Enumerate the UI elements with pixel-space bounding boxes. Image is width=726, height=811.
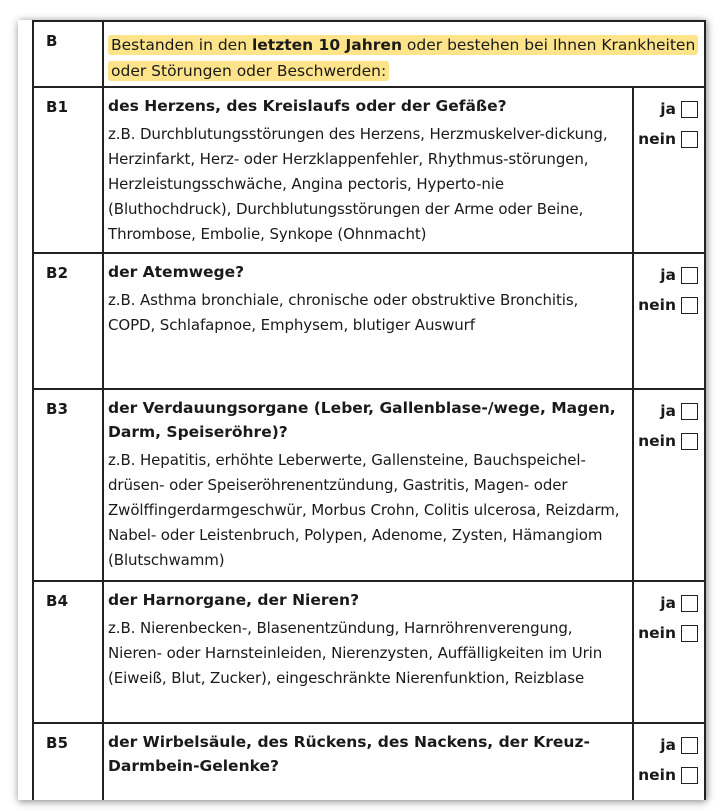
no-checkbox[interactable] [681, 625, 698, 642]
question-title: der Atemwege? [108, 263, 245, 281]
yes-checkbox[interactable] [681, 403, 698, 420]
column-divider [704, 390, 706, 582]
form-page [18, 20, 706, 800]
option-yes[interactable] [634, 588, 698, 618]
answer-options [634, 588, 698, 648]
column-divider [102, 22, 104, 88]
option-yes-label: ja [660, 100, 676, 118]
column-divider [32, 88, 34, 254]
column-divider [102, 254, 104, 390]
section-intro [108, 32, 698, 84]
question-code: B2 [46, 264, 69, 282]
column-divider [704, 724, 706, 800]
answer-options [634, 730, 698, 790]
question-content [108, 254, 623, 338]
column-divider [32, 254, 34, 390]
option-yes-label: ja [660, 736, 676, 754]
question-content [108, 724, 623, 778]
column-divider [704, 88, 706, 254]
column-divider [704, 582, 706, 724]
option-yes-label: ja [660, 402, 676, 420]
column-divider [102, 390, 104, 582]
question-title: der Verdauungsorgane (Leber, Gallenblase-/wege, Magen, Darm, Speiseröhre)? [108, 399, 616, 441]
question-description: z.B. Asthma bronchiale, chronische oder obstruktive Bronchitis, COPD, Schlafapnoe, Emphysem, blutiger Auswurf [108, 291, 579, 334]
question-code: B4 [46, 592, 69, 610]
option-yes[interactable] [634, 260, 698, 290]
intro-text-bold: letzten 10 Jahren [251, 36, 402, 54]
no-checkbox[interactable] [681, 297, 698, 314]
answer-options [634, 260, 698, 320]
column-divider [704, 254, 706, 390]
intro-text-pre: Bestanden in den [111, 36, 252, 54]
no-checkbox[interactable] [681, 433, 698, 450]
question-row-b4 [32, 580, 706, 724]
option-no-label: nein [638, 296, 676, 314]
question-title: der Wirbelsäule, des Rückens, des Nackens, der Kreuz-Darmbein-Gelenke? [108, 733, 590, 775]
column-divider [102, 724, 104, 800]
option-no-label: nein [638, 130, 676, 148]
option-yes[interactable] [634, 94, 698, 124]
question-description: z.B. Durchblutungsstörungen des Herzens, Herzmuskelver-dickung, Herzinfarkt, Herz- oder Herzklappenfehler, Rhythmus-störungen, Herzleistungsschwäche, Angina pectoris, Hyperto-nie (Bluthochdruck), Durchblutungsstörungen der Arme oder Beine, Thrombose, Embolie, Synkope (Ohnmacht) [108, 125, 608, 243]
section-code: B [46, 32, 58, 50]
option-no-label: nein [638, 766, 676, 784]
option-yes[interactable] [634, 396, 698, 426]
question-row-b1 [32, 86, 706, 254]
column-divider [102, 582, 104, 724]
yes-checkbox[interactable] [681, 267, 698, 284]
option-no[interactable] [634, 760, 698, 790]
question-content [108, 582, 623, 691]
yes-checkbox[interactable] [681, 101, 698, 118]
answer-options [634, 94, 698, 154]
column-divider [32, 390, 34, 582]
answer-options [634, 396, 698, 456]
option-no[interactable] [634, 618, 698, 648]
option-yes-label: ja [660, 594, 676, 612]
column-divider [102, 88, 104, 254]
question-code: B5 [46, 734, 69, 752]
question-row-b2 [32, 252, 706, 390]
question-code: B3 [46, 400, 69, 418]
option-yes[interactable] [634, 730, 698, 760]
question-content [108, 390, 623, 573]
option-no[interactable] [634, 426, 698, 456]
option-no-label: nein [638, 432, 676, 450]
section-header-row [32, 20, 706, 88]
intro-highlight [108, 35, 698, 81]
question-row-b5 [32, 722, 706, 800]
no-checkbox[interactable] [681, 131, 698, 148]
option-no[interactable] [634, 124, 698, 154]
question-title: des Herzens, des Kreislaufs oder der Gefäße? [108, 97, 507, 115]
yes-checkbox[interactable] [681, 595, 698, 612]
option-no[interactable] [634, 290, 698, 320]
question-description: z.B. Nierenbecken-, Blasenentzündung, Harnröhrenverengung, Nieren- oder Harnsteinleiden, Nierenzysten, Auffälligkeiten im Urin (Eiweiß, Blut, Zucker), eingeschränkte Nierenfunktion, Reizblase [108, 619, 603, 687]
no-checkbox[interactable] [681, 767, 698, 784]
question-code: B1 [46, 98, 69, 116]
question-description: z.B. Hepatitis, erhöhte Leberwerte, Gallensteine, Bauchspeichel-drüsen- oder Speiseröhrenentzündung, Gastritis, Magen- oder Zwölffingerdarmgeschwür, Morbus Crohn, Colitis ulcerosa, Reizdarm, Nabel- oder Leistenbruch, Polypen, Adenome, Zysten, Hämangiom (Blutschwamm) [108, 451, 620, 569]
column-divider [32, 724, 34, 800]
column-divider [32, 582, 34, 724]
column-divider [704, 22, 706, 88]
question-row-b3 [32, 388, 706, 582]
question-title: der Harnorgane, der Nieren? [108, 591, 360, 609]
option-yes-label: ja [660, 266, 676, 284]
column-divider [32, 22, 34, 88]
yes-checkbox[interactable] [681, 737, 698, 754]
option-no-label: nein [638, 624, 676, 642]
intro-text-post: oder bestehen bei Ihnen Krankheiten oder Störungen oder Beschwerden: [111, 36, 696, 80]
question-content [108, 88, 623, 247]
